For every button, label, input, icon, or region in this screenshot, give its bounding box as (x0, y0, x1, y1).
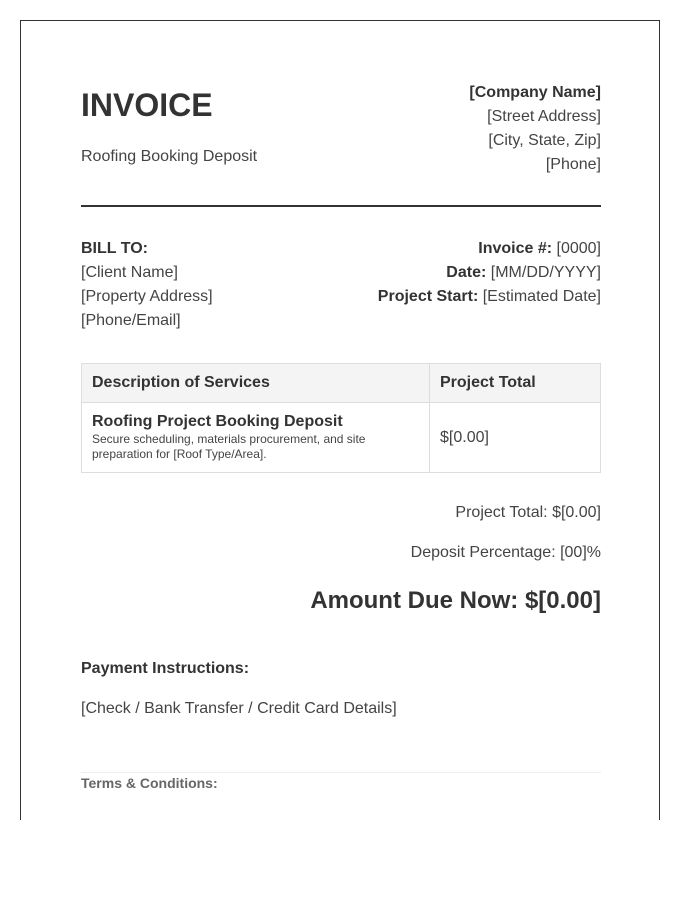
company-name: [Company Name] (469, 84, 601, 101)
company-city: [City, State, Zip] (488, 132, 601, 149)
company-street: [Street Address] (487, 108, 601, 125)
services-table (81, 363, 601, 473)
terms-divider (81, 772, 601, 773)
bill-to-block (81, 237, 213, 333)
bill-to-label: BILL TO: (81, 240, 148, 257)
header-divider (81, 205, 601, 207)
invoice-date-label: Date: (446, 264, 487, 281)
invoice-number-value: [0000] (556, 240, 601, 257)
description-column-header: Description of Services (82, 364, 430, 403)
table-header-row (82, 364, 601, 403)
property-address: [Property Address] (81, 288, 213, 305)
client-name: [Client Name] (81, 264, 178, 281)
table-row (82, 403, 601, 473)
deposit-percentage-line: Deposit Percentage: [00]% (410, 544, 601, 561)
company-info (469, 81, 601, 177)
payment-instructions-heading: Payment Instructions: (81, 660, 250, 677)
project-total-line: Project Total: $[0.00] (455, 504, 601, 521)
service-description-cell (82, 403, 430, 473)
total-column-header: Project Total (430, 364, 601, 403)
project-start-row (378, 285, 601, 309)
invoice-number-row (378, 237, 601, 261)
payment-instructions-details: [Check / Bank Transfer / Credit Card Details] (81, 700, 397, 717)
project-start-value: [Estimated Date] (482, 288, 601, 305)
invoice-date-value: [MM/DD/YYYY] (490, 264, 601, 281)
service-title: Roofing Project Booking Deposit (92, 413, 343, 430)
totals-block (411, 503, 601, 563)
project-start-label: Project Start: (377, 288, 479, 305)
terms-heading: Terms & Conditions: (81, 775, 218, 791)
invoice-number-label: Invoice #: (478, 240, 553, 257)
invoice-title: INVOICE (81, 87, 213, 123)
amount-due-now: Amount Due Now: $[0.00] (310, 587, 601, 614)
invoice-subtitle: Roofing Booking Deposit (81, 148, 258, 165)
invoice-sheet (20, 20, 660, 820)
company-phone: [Phone] (545, 156, 601, 173)
service-description: Secure scheduling, materials procurement, and site preparation for [Roof Type/Area]. (92, 432, 366, 461)
invoice-date-row (378, 261, 601, 285)
service-total-cell: $[0.00] (430, 403, 601, 473)
client-contact: [Phone/Email] (81, 312, 181, 329)
invoice-meta (378, 237, 601, 309)
